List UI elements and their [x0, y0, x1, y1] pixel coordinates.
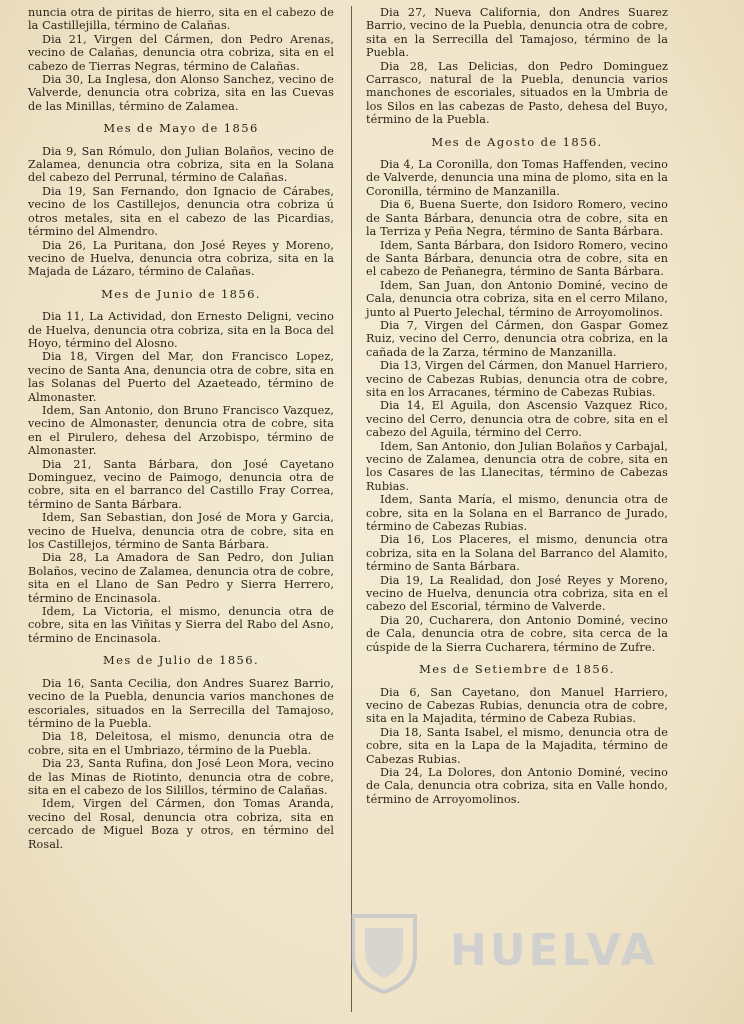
mine-claim-entry: Dia 18, Virgen del Mar, don Francisco Lopez, vecino de Santa Ana, denuncia otra de cobre, sita en las Solanas del Puerto del Azaeteado, término de Almonaster. — [28, 350, 334, 404]
right-column — [366, 6, 668, 806]
left-column — [28, 6, 334, 851]
month-heading: Mes de Setiembre de 1856. — [419, 662, 615, 677]
mine-claim-entry: Dia 28, La Amadora de San Pedro, don Julian Bolaños, vecino de Zalamea, denuncia otra de cobre, sita en el Llano de San Pedro y Sierra Herrero, término de Encinasola. — [28, 551, 334, 605]
mine-claim-entry: Dia 21, Virgen del Cármen, don Pedro Arenas, vecino de Calañas, denuncia otra cobriza, sita en el cabezo de Tierras Negras, término de Calañas. — [28, 32, 334, 73]
mine-claim-entry: Idem, Santa María, el mismo, denuncia otra de cobre, sita en la Solana en el Barranco de Jurado, término de Cabezas Rubias. — [366, 493, 668, 534]
mine-claim-entry: Dia 9, San Rómulo, don Julian Bolaños, vecino de Zalamea, denuncia otra cobriza, sita en la Solana del cabezo del Perrunal, término de Calañas. — [28, 144, 334, 185]
mine-claim-entry: Dia 7, Virgen del Cármen, don Gaspar Gomez Ruiz, vecino del Cerro, denuncia otra cobriza, en la cañada de la Zarza, término de Manzanilla. — [366, 318, 668, 359]
month-heading: Mes de Junio de 1856. — [101, 286, 261, 301]
mine-claim-entry: Dia 20, Cucharera, don Antonio Dominé, vecino de Cala, denuncia otra de cobre, sita cerca de la cúspide de la Sierra Cucharera, término de Zufre. — [366, 613, 668, 654]
mine-claim-entry: Dia 16, Santa Cecilia, don Andres Suarez Barrio, vecino de la Puebla, denuncia varios manchones de escoriales, situados en la Serrecilla del Tamajoso, término de la Puebla. — [28, 676, 334, 730]
mine-claim-entry: Dia 26, La Puritana, don José Reyes y Moreno, vecino de Huelva, denuncia otra cobriza, sita en la Majada de Lázaro, término de Calañas. — [28, 238, 334, 279]
mine-claim-entry: Idem, San Antonio, don Julian Bolaños y Carbajal, vecino de Zalamea, denuncia otra de cobre, sita en los Casares de las Llanecitas, término de Cabezas Rubias. — [366, 439, 669, 493]
mine-claim-entry: Dia 30, La Inglesa, don Alonso Sanchez, vecino de Valverde, denuncia otra cobriza, sita en las Cuevas de las Minillas, término de Zalamea. — [28, 73, 334, 113]
mine-claim-entry: Dia 27, Nueva California, don Andres Suarez Barrio, vecino de la Puebla, denuncia otra de cobre, sita en la Serrecilla del Tamajoso, término de la Puebla. — [366, 6, 668, 60]
watermark-seal-icon — [345, 908, 423, 994]
mine-claim-entry: Dia 18, Santa Isabel, el mismo, denuncia otra de cobre, sita en la Lapa de la Majadita, término de Cabezas Rubias. — [366, 725, 668, 766]
mine-claim-entry: Dia 19, San Fernando, don Ignacio de Cárabes, vecino de los Castillejos, denuncia otra cobriza ú otros metales, sita en el cabezo de las Picardias, término del Almendro. — [28, 184, 334, 239]
month-heading: Mes de Julio de 1856. — [102, 653, 260, 668]
mine-claim-entry: Dia 19, La Realidad, don José Reyes y Moreno, vecino de Huelva, denuncia otra cobriza, sita en el cabezo del Escorial, término de Valverde. — [366, 573, 668, 614]
mine-claim-entry: Dia 11, La Actividad, don Ernesto Deligni, vecino de Huelva, denuncia otra cobriza, sita en la Boca del Hoyo, término del Alosno. — [28, 310, 334, 350]
mine-claim-entry: Idem, San Sebastian, don José de Mora y Garcia, vecino de Huelva, denuncia otra de cobre, sita en los Castillejos, término de Santa Bárbara. — [28, 511, 334, 552]
mine-claim-entry: Dia 4, La Coronilla, don Tomas Haffenden, vecino de Valverde, denuncia una mina de plomo, sita en la Coronilla, término de Manzanilla. — [366, 158, 668, 198]
month-heading: Mes de Mayo de 1856 — [103, 121, 259, 136]
mine-claim-entry: Idem, San Juan, don Antonio Dominé, vecino de Cala, denuncia otra cobriza, sita en el cerro Milano, junto al Puerto Jelechal, término de Arroyomolinos. — [366, 278, 668, 319]
mine-claim-entry: Idem, La Victoria, el mismo, denuncia otra de cobre, sita en las Viñitas y Sierra del Rabo del Asno, término de Encinasola. — [28, 605, 334, 645]
mine-claim-entry: Dia 21, Santa Bárbara, don José Cayetano Dominguez, vecino de Paimogo, denuncia otra de cobre, sita en el barranco del Castillo Fray Correa, término de Santa Bárbara. — [28, 457, 334, 511]
mine-claim-entry: Dia 6, San Cayetano, don Manuel Harriero, vecino de Cabezas Rubias, denuncia otra de cobre, sita en la Majadita, término de Cabeza Rubias. — [366, 685, 668, 726]
mine-claim-entry: Idem, Virgen del Cármen, don Tomas Aranda, vecino del Rosal, denuncia otra cobriza, sita en cercado de Miguel Boza y otros, en término del Rosal. — [28, 797, 334, 851]
mine-claim-entry: Dia 24, La Dolores, don Antonio Dominé, vecino de Cala, denuncia otra cobriza, sita en Valle hondo, término de Arroyomolinos. — [366, 765, 668, 806]
mine-claim-entry: Idem, Santa Bárbara, don Isidoro Romero, vecino de Santa Bárbara, denuncia otra de cobre, sita en el cabezo de Peñanegra, término de Santa Bárbara. — [366, 238, 668, 279]
mine-claim-entry: Dia 13, Virgen del Cármen, don Manuel Harriero, vecino de Cabezas Rubias, denuncia otra de cobre, sita en los Arracanes, término de Cabezas Rubias. — [366, 359, 668, 399]
column-divider — [351, 6, 352, 1012]
mine-claim-entry: Dia 28, Las Delicias, don Pedro Dominguez Carrasco, natural de la Puebla, denuncia varios manchones de escoriales, situados en la Umbria de los Silos en las cabezas de Pasto, dehesa del Buyo, término de la Puebla. — [366, 59, 668, 127]
mine-claim-entry: Dia 18, Deleitosa, el mismo, denuncia otra de cobre, sita en el Umbriazo, término de la Puebla. — [28, 730, 334, 757]
watermark-text: HUELVA — [450, 925, 658, 976]
mine-claim-entry: Dia 14, El Aguila, don Ascensio Vazquez Rico, vecino del Cerro, denuncia otra de cobre, sita en el cabezo del Aguila, término del Cerro. — [366, 399, 668, 440]
mine-claim-entry: Dia 23, Santa Rufina, don José Leon Mora, vecino de las Minas de Riotinto, denuncia otra de cobre, sita en el cabezo de los Silillos, término de Calañas. — [28, 757, 334, 797]
month-heading: Mes de Agosto de 1856. — [431, 134, 603, 149]
mine-claim-entry: Dia 6, Buena Suerte, don Isidoro Romero, vecino de Santa Bárbara, denuncia otra de cobre, sita en la Terriza y Peña Negra, término de Santa Bárbara. — [366, 198, 668, 239]
mine-claim-entry: Idem, San Antonio, don Bruno Francisco Vazquez, vecino de Almonaster, denuncia otra de cobre, sita en el Pirulero, dehesa del Arzobispo, término de Almonaster. — [28, 403, 334, 458]
mine-claim-entry: Dia 16, Los Placeres, el mismo, denuncia otra cobriza, sita en la Solana del Barranco del Alamito, término de Santa Bárbara. — [366, 533, 668, 574]
mine-claim-entry: nuncia otra de piritas de hierro, sita en el cabezo de la Castillejilla, término de Calañas. — [28, 6, 334, 33]
